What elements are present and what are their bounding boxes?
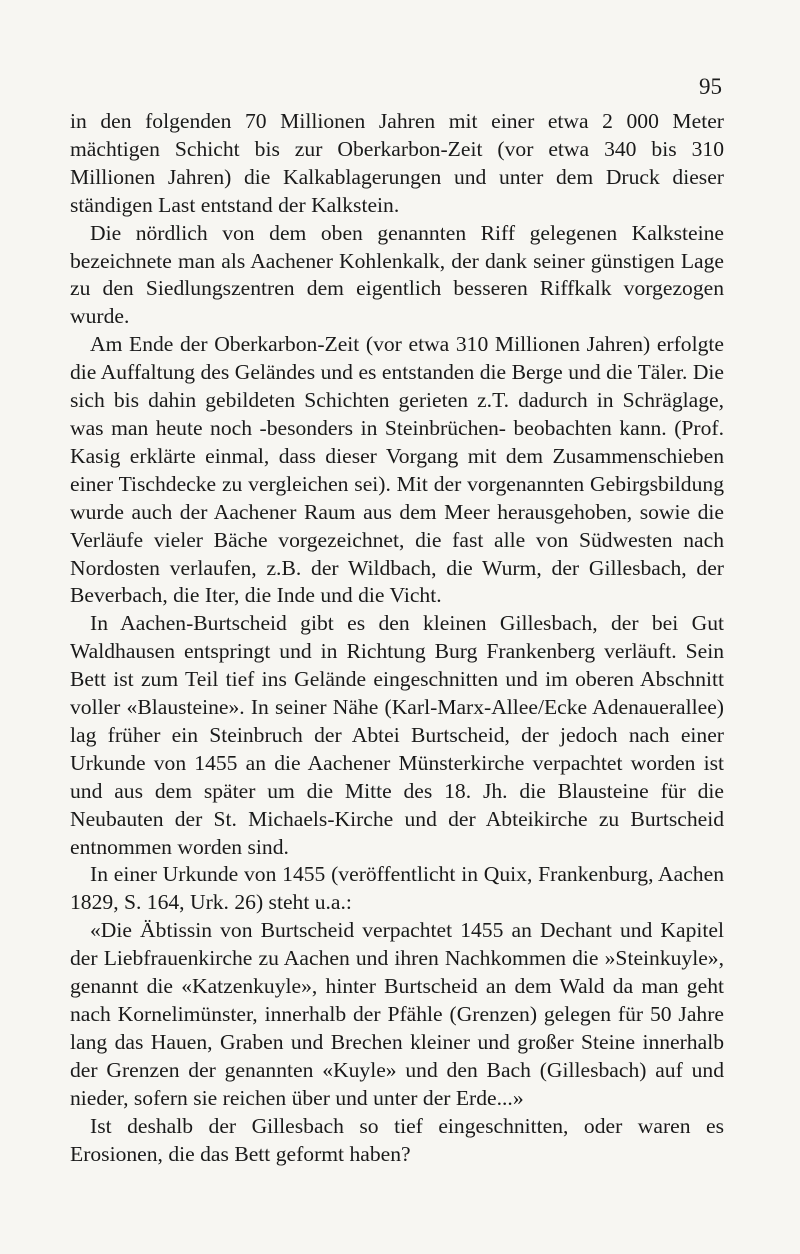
- body-text: [70, 108, 724, 1168]
- paragraph-1: in den folgenden 70 Millionen Jahren mit einer etwa 2 000 Meter mächtigen Schicht bis zur Oberkarbon-Zeit (vor etwa 340 bis 310 Millionen Jahren) die Kalkablagerungen und unter dem Druck dieser ständigen Last entstand der Kalkstein.: [70, 109, 724, 217]
- quote-paragraph: «Die Äbtissin von Burtscheid verpachtet 1455 an Dechant und Kapitel der Liebfrauenkirche zu Aachen und ihren Nachkommen die »Steinkuyle», genannt die «Katzenkuyle», hinter Burtscheid an dem Wald da man geht nach Kornelimünster, innerhalb der Pfähle (Grenzen) gelegen für 50 Jahre lang das Hauen, Graben und Brechen kleiner und großer Steine innerhalb der Grenzen der genannten «Kuyle» und den Bach (Gillesbach) auf und nieder, sofern sie reichen über und unter der Erde...»: [70, 918, 724, 1110]
- paragraph-5: In einer Urkunde von 1455 (veröffentlicht in Quix, Frankenburg, Aachen 1829, S. 164, Urk. 26) steht u.a.:: [70, 862, 724, 915]
- paragraph-7: Ist deshalb der Gillesbach so tief eingeschnitten, oder waren es Erosionen, die das Bett geformt haben?: [70, 1113, 724, 1166]
- paragraph-4: In Aachen-Burtscheid gibt es den kleinen Gillesbach, der bei Gut Waldhausen entspringt und in Richtung Burg Frankenberg verläuft. Sein Bett ist zum Teil tief ins Gelände eingeschnitten und im oberen Abschnitt voller «Blausteine». In seiner Nähe (Karl-Marx-Allee/Ecke Adenauerallee) lag früher ein Steinbruch der Abtei Burtscheid, der jedoch nach einer Urkunde von 1455 an die Aachener Münsterkirche verpachtet worden ist und aus dem später um die Mitte des 18. Jh. die Blausteine für die Neubauten der St. Michaels-Kirche und der Abteikirche zu Burtscheid entnommen worden sind.: [70, 611, 724, 859]
- paragraph-2: Die nördlich von dem oben genannten Riff gelegenen Kalksteine bezeichnete man als Aachener Kohlenkalk, der dank seiner günstigen Lage zu den Siedlungszentren dem eigentlich besseren Riffkalk vorgezogen wurde.: [70, 220, 724, 329]
- page-number: 95: [699, 74, 722, 99]
- paragraph-3: Am Ende der Oberkarbon-Zeit (vor etwa 310 Millionen Jahren) erfolgte die Auffaltung des Geländes und es entstanden die Berge und die Täler. Die sich bis dahin gebildeten Schichten gerieten z.T. dadurch in Schräglage, was man heute noch -besonders in Steinbrüchen- beobachten kann. (Prof. Kasig erklärte einmal, dass dieser Vorgang mit dem Zusammenschieben einer Tischdecke zu vergleichen sei). Mit der vorgenannten Gebirgsbildung wurde auch der Aachener Raum aus dem Meer herausgehoben, sowie die Verläufe vieler Bäche vorgezeichnet, die fast alle von Südwesten nach Nordosten verlaufen, z.B. der Wildbach, die Wurm, der Gillesbach, der Beverbach, die Iter, die Inde und die Vicht.: [70, 332, 724, 608]
